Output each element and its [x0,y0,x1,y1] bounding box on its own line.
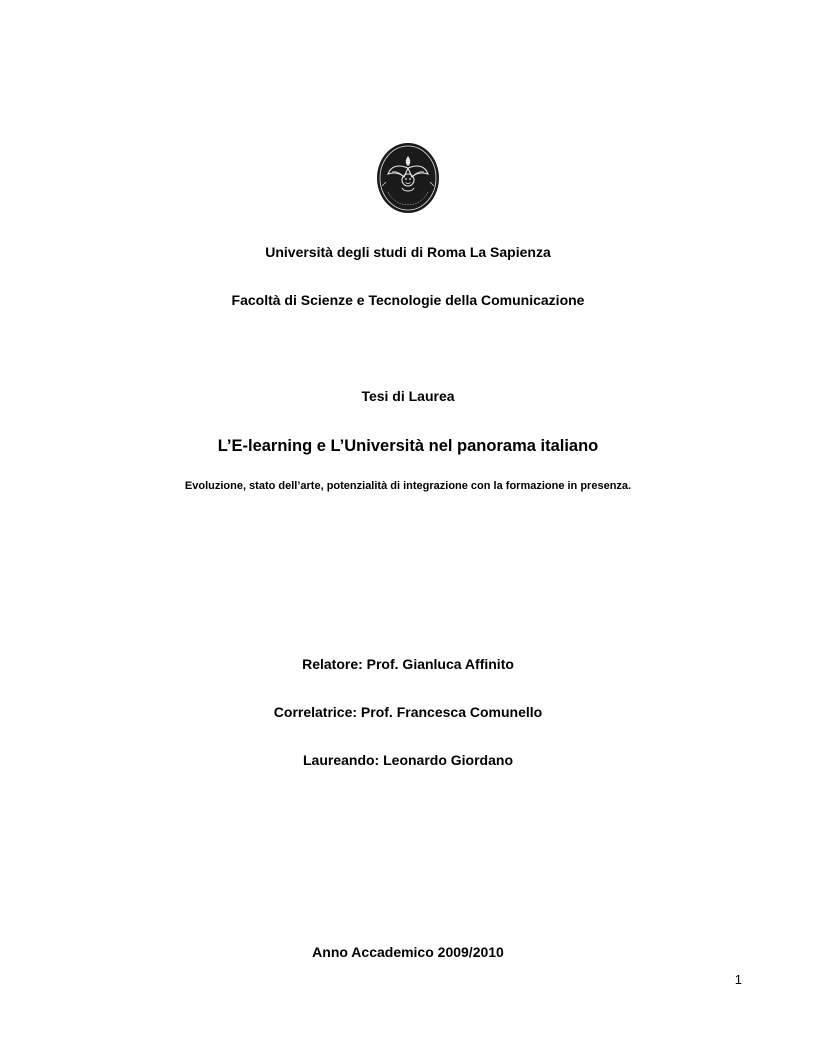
relatore-line: Relatore: Prof. Gianluca Affinito [302,656,514,672]
academic-year: Anno Accademico 2009/2010 [312,944,504,960]
university-seal-icon [376,142,440,214]
laureando-line: Laureando: Leonardo Giordano [302,752,513,768]
faculty-name: Facoltà di Scienze e Tecnologie della Comunicazione [231,292,585,308]
page-number: 1 [734,972,742,987]
university-name: Università degli studi di Roma La Sapienza [265,244,551,260]
thesis-type: Tesi di Laurea [361,388,455,404]
thesis-title: L’E-learning e L’Università nel panorama italiano [217,437,599,455]
correlatrice-line: Correlatrice: Prof. Francesca Comunello [273,704,543,720]
thesis-subtitle: Evoluzione, stato dell’arte, potenzialità di integrazione con la formazione in presenza. [184,480,632,492]
